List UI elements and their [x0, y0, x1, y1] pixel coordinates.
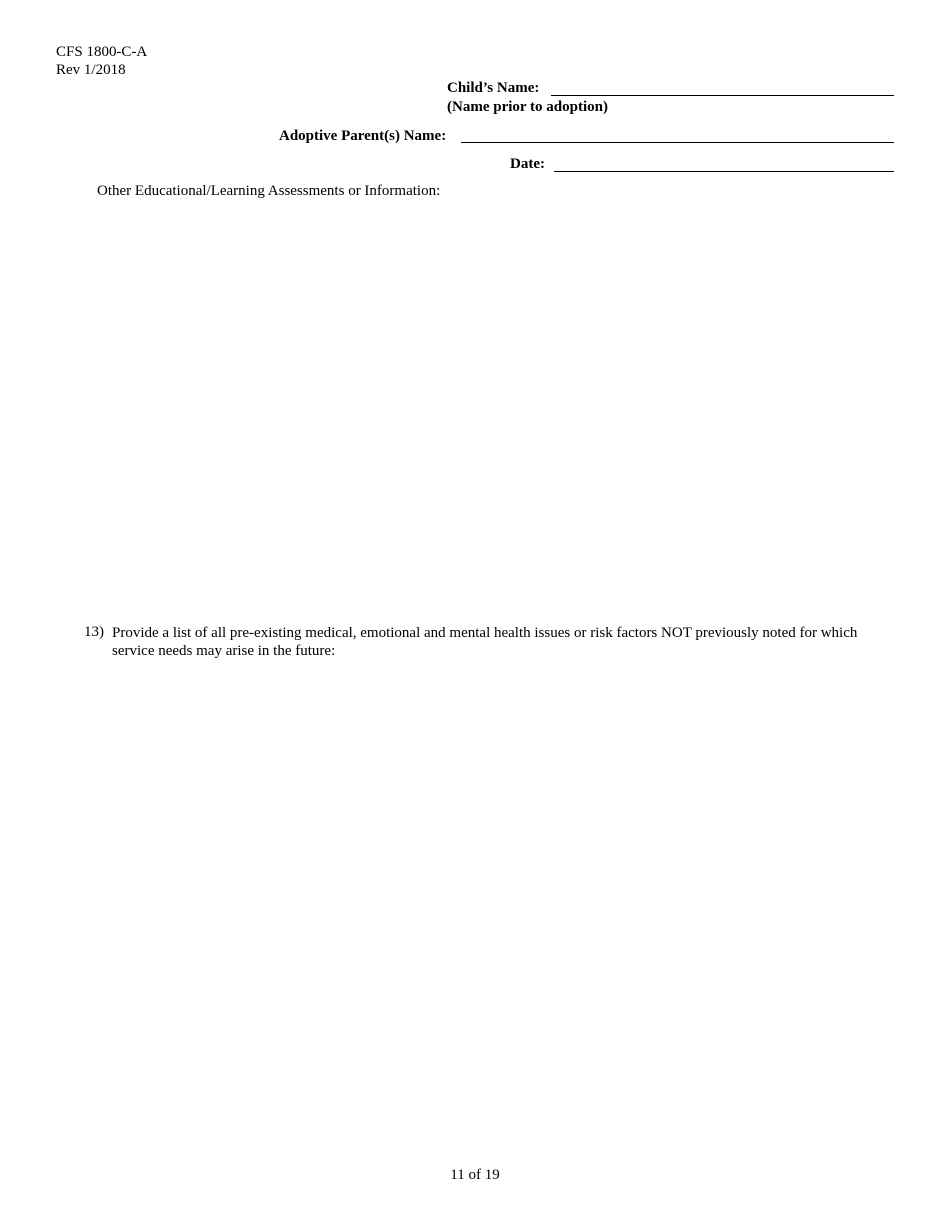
q13-number: 13)	[84, 624, 104, 640]
child-name-label: Child’s Name:	[447, 80, 540, 96]
page-indicator: 11 of 19	[450, 1167, 500, 1183]
date-field[interactable]	[554, 171, 894, 172]
child-name-field[interactable]	[551, 95, 894, 96]
adoptive-parent-field[interactable]	[461, 142, 894, 143]
child-name-note: (Name prior to adoption)	[447, 99, 608, 115]
date-label: Date:	[510, 156, 545, 172]
adoptive-parent-label: Adoptive Parent(s) Name:	[279, 128, 447, 144]
q13-text: Provide a list of all pre-existing medical, emotional and mental health issues or risk factors NOT previously noted for which service needs may arise in the future:	[112, 625, 858, 659]
form-number: CFS 1800-C-A	[56, 44, 148, 60]
form-revision: Rev 1/2018	[56, 62, 126, 78]
other-educational-label: Other Educational/Learning Assessments or Information:	[97, 183, 441, 199]
